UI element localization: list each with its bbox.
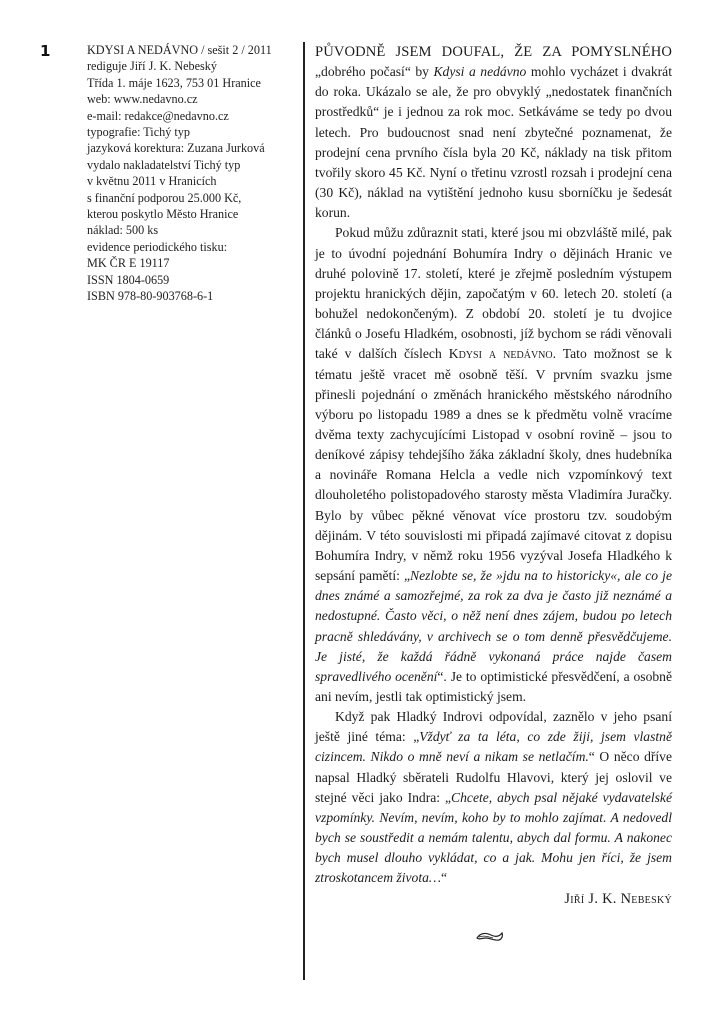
colophon-isbn: ISBN 978-80-903768-6-1: [87, 289, 214, 304]
colophon-funding-source: kterou poskytlo Město Hranice: [87, 207, 239, 222]
colophon-address: Třída 1. máje 1623, 753 01 Hranice: [87, 75, 261, 90]
colophon-email: e-mail: redakce@nedavno.cz: [87, 108, 229, 123]
editorial-article: [315, 42, 672, 909]
article-paragraph-3: Když pak Hladký Indrovi odpovídal, zaznělo v jeho psaní ještě jiné téma: „Vždyť za ta léta, co zde žiji, jsem vlastně cizincem. Nikdo o mně neví a nikam se netlačím.“ O něco dříve napsal Hladký sběrateli Rudolfu Hlavovi, který jej oslovil ve stejné věci jako Indra: „Chcete, abych psal nějaké vydavatelské vzpomínky. Nevím, nevím, koho by to mohlo zajímat. A nedovedl bych se soustředit a nemám talentu, abych dal formu. A nakonec bych musel dlouho vykládat, co a jak. Mohu jen říci, že jsem ztroskotancem života…“: [315, 709, 673, 886]
colophon-funding: s finanční podporou 25.000 Kč,: [87, 190, 242, 205]
colophon-print-run: náklad: 500 ks: [87, 223, 159, 238]
colophon-publisher: vydalo nakladatelství Tichý typ: [87, 157, 241, 172]
colophon-issn: ISSN 1804-0659: [87, 272, 170, 287]
journal-title: Kdysi a nedávno: [433, 64, 527, 80]
lead-in-caps: PŮVODNĚ JSEM DOUFAL, ŽE ZA POMYSLNÉHO: [315, 44, 672, 60]
colophon-registry-number: MK ČR E 19117: [87, 256, 170, 271]
indra-quote: Nezlobte se, že »jdu na to historicky«, ale co je dnes známé a samozřejmé, za rok za dva je často již neznámé a nedostupné. Často věci, o něž není dnes zájem, budou po letech pracně shledávány, v archivech se o tom denně přesvědčujeme. Je jisté, že každá řádně vykonaná práce najde časem spravedlivého ocenění: [315, 568, 672, 684]
page-number: 1: [40, 42, 51, 60]
colophon-registry-label: evidence periodického tisku:: [87, 239, 228, 254]
colophon-editor: rediguje Jiří J. K. Nebeský: [87, 59, 217, 74]
article-paragraph-2: Pokud můžu zdůraznit stati, které jsou mi obzvláště milé, pak je to úvodní pojednání Bohumíra Indry o dějinách Hranic ve druhé polovině 17. století, které je zřejmě posledním výstupem projektu hranických dějin, započatým v 60. letech 20. století (a bohužel nedokončeným). Z období 20. století je tu dvojice článků o Josefu Hladkém, osobnosti, jíž bychom se rádi věnovali také v dalších číslech Kdysi a nedávno. Tato možnost se k tématu ještě vracet mě osobně těší. V prvním svazku jsme přinesli pojednání o změnách hranického městského národního výboru po listopadu 1989 a dnes se k předmětu volně vracíme dvěma texty zachycujícími Listopad v osobní rovině – jsou to deníkové zápisy tehdejšího žáka základní školy, dnes hudebníka a novináře Romana Helcla a vedle nich vzpomínkový text dlouholetého polistopadového starosty města Vladimíra Juračky. Bylo by vůbec pěkné věnovat více prostoru tzv. soudobým dějinám. V této souvislosti mi připadá zajímavé citovat z dopisu Bohumíra Indry, v němž roku 1956 vyzýval Josefa Hladkého k sepsání pamětí: „Nezlobte se, že »jdu na to historicky«, ale co je dnes známé a samozřejmé, za rok za dva je často již neznámé a nedostupné. Často věci, o něž není dnes zájem, budou po letech pracně shledávány, v archivech se o tom denně přesvědčujeme. Je jisté, že každá řádně vykonaná práce najde časem spravedlivého ocenění“. Je to optimistické přesvědčení, a osobně ani nevím, jestli tak optimistický jsem.: [315, 225, 672, 704]
article-paragraph-1: PŮVODNĚ JSEM DOUFAL, ŽE ZA POMYSLNÉHO „dobrého počasí“ by Kdysi a nedávno mohlo vycházet i dvakrát do roka. Ukázalo se ale, že pro obvyklý „nedostatek finančních prostředků“ je i jednou za rok moc. Setkáváme se tedy po dvou letech. Pro budoucnost snad není zbytečné poznamenat, že prodejní cena prvního čísla byla 20 Kč, náklady na tisk přitom tvořily skoro 45 Kč. Nyní o třetinu vzrostl rozsah i prodejní cena (30 Kč), náklad na vytištění jednoho kusu sborníčku je šedesát korun.: [315, 44, 672, 221]
author-signature: Jiří J. K. Nebeský: [564, 890, 672, 907]
fleuron-icon: [475, 928, 505, 944]
hladky-quote-2: Chcete, abych psal nějaké vydavatelské vzpomínky. Nevím, nevím, koho by to mohlo zajímat. A nedovedl bych se soustředit a nemám talentu, abych dal formu. A nakonec bych musel dlouho vykládat, co a jak. Mohu jen říci, že jsem ztroskotancem života…: [315, 789, 673, 886]
vertical-divider: [303, 42, 305, 980]
colophon-title: KDYSI A NEDÁVNO / sešit 2 / 2011: [87, 43, 272, 57]
colophon-web: web: www.nedavno.cz: [87, 92, 198, 107]
journal-title-smallcaps: Kdysi a nedávno: [448, 346, 553, 362]
colophon-date-place: v květnu 2011 v Hranicích: [87, 174, 217, 189]
colophon-typography: typografie: Tichý typ: [87, 125, 190, 140]
colophon-proofreading: jazyková korektura: Zuzana Jurková: [87, 141, 265, 156]
hladky-quote-1: Vždyť za ta léta, co zde žiji, jsem vlastně cizincem. Nikdo o mně neví a nikam se netlačím.: [315, 729, 672, 765]
colophon: [87, 42, 299, 305]
